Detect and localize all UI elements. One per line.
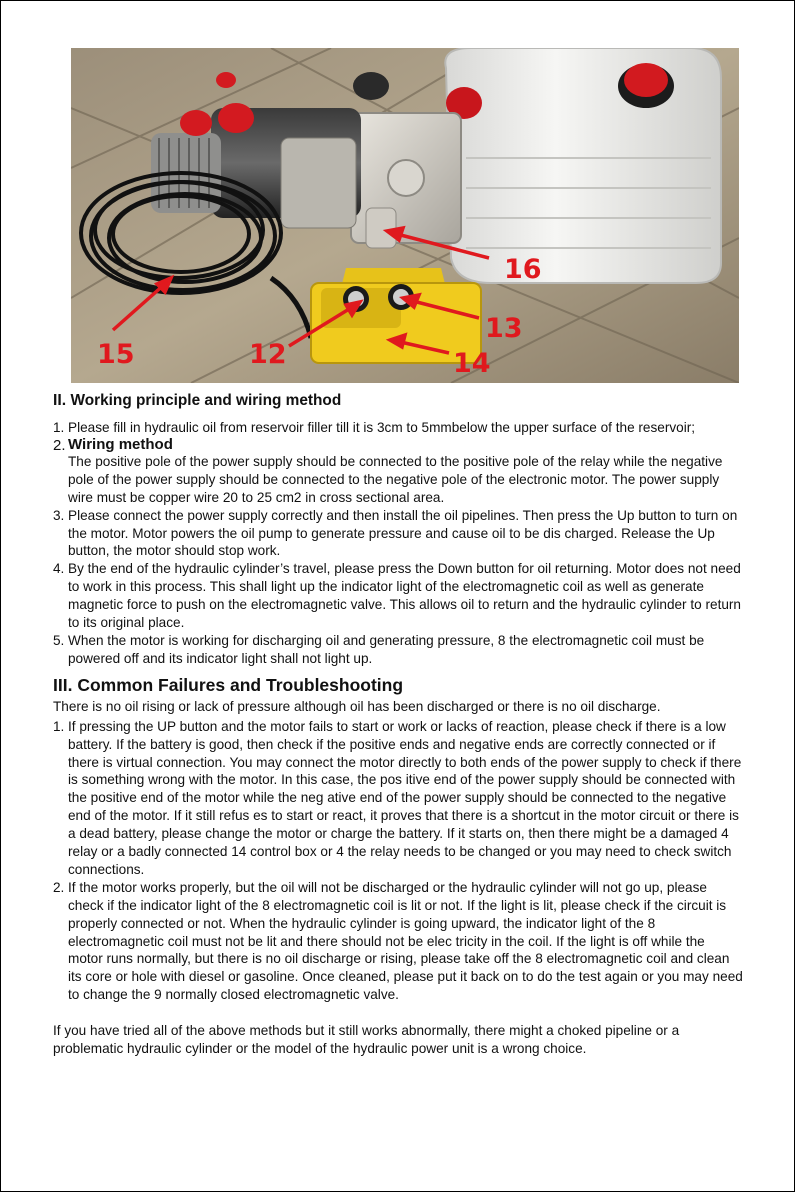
list-item: 3. Please connect the power supply correctly and then install the oil pipelines. Then press the Up button to turn on the motor. Motor powers the oil pump to generate pressure and cause oil to be dis charged. Release the Up button, the motor should stop work. — [53, 507, 738, 559]
callout-label-13: 13 — [485, 313, 523, 344]
working-principle-list — [53, 419, 743, 668]
list-item: 2. If the motor works properly, but the oil will not be discharged or the hydraulic cylinder will not go up, please check if the indicator light of the 8 electromagnetic coil is lit or not. If the light is lit, please check if the circuit is properly connected or not. When the hydraulic cylinder is going upward, the indicator light of the 8 electromagnetic coil must not be lit and there should not be elec tricity in the coil. If the light is off while the motor runs normally, but there is no oil discharge or rising, please take off the 8 electromagnetic coil and clean its core or hole with diesel or gasoline. Once cleaned, please put it back on to do the test again or you may need to change the 9 normally closed electromagnetic valve. — [53, 879, 743, 1003]
hydraulic-unit-illustration — [71, 48, 739, 383]
callout-label-16: 16 — [504, 254, 542, 285]
troubleshooting-list — [53, 718, 743, 1005]
callout-label-14: 14 — [453, 348, 491, 379]
section-heading-troubleshooting: III. Common Failures and Troubleshooting — [53, 674, 404, 695]
list-item: 1. If pressing the UP button and the motor fails to start or work or lacks of reaction, please check if there is a low battery. If the battery is good, then check if the positive ends and negative ends are correctly connected or if there is virtual connection. You may connect the motor directly to both ends of the power supply to check if there is something wrong with the motor. In this case, the pos itive end of the power supply should be connected with the positive end of the motor while the neg ative end of the power supply should be connected to the negative end of the motor. If it still refus es to start or react, it proves that there is a shortcut in the motor circuit or there is a dead battery, please change the motor or charge the battery. If it starts on, then there might be a damaged 4 relay or a badly connected 14 control box or 4 the relay needs to be changed or you may need to check switch connections. — [53, 718, 742, 877]
manual-text — [53, 391, 743, 1058]
callout-label-12: 12 — [249, 339, 287, 370]
wiring-method-heading: Wiring method — [68, 435, 173, 453]
section-heading-working-principle: II. Working principle and wiring method — [53, 392, 342, 409]
closing-paragraph: If you have tried all of the above methods but it still works abnormally, there might a choked pipeline or a problematic hydraulic cylinder or the model of the hydraulic power unit is a wrong choice. — [53, 1023, 680, 1057]
callout-label-15: 15 — [97, 339, 135, 370]
list-item-wiring-method: 2. Wiring method The positive pole of the power supply should be connected to the positive pole of the relay while the negative pole of the power supply should be connected to the negative pole of the electronic motor. The power supply wire must be copper wire 20 to 25 cm2 in cross sectional area. — [53, 437, 743, 507]
spacer — [53, 1004, 743, 1022]
list-item: 4. By the end of the hydraulic cylinder’s travel, please press the Down button for oil returning. Motor does not need to work in this process. This shall light up the indicator light of the electromagnetic coil as well as generate magnetic force to push on the electromagnetic valve. This allows oil to return and the hydraulic cylinder to return to its original place. — [53, 561, 741, 631]
product-photo — [71, 48, 739, 383]
troubleshooting-intro: There is no oil rising or lack of pressure although oil has been discharged or there is no oil discharge. — [53, 698, 661, 714]
list-item: 1. Please fill in hydraulic oil from reservoir filler till it is 3cm to 5mmbelow the upper surface of the reservoir; — [53, 420, 696, 435]
list-item: 5. When the motor is working for discharging oil and generating pressure, 8 the electromagnetic coil must be powered off and its indicator light shall not light up. — [53, 632, 705, 666]
